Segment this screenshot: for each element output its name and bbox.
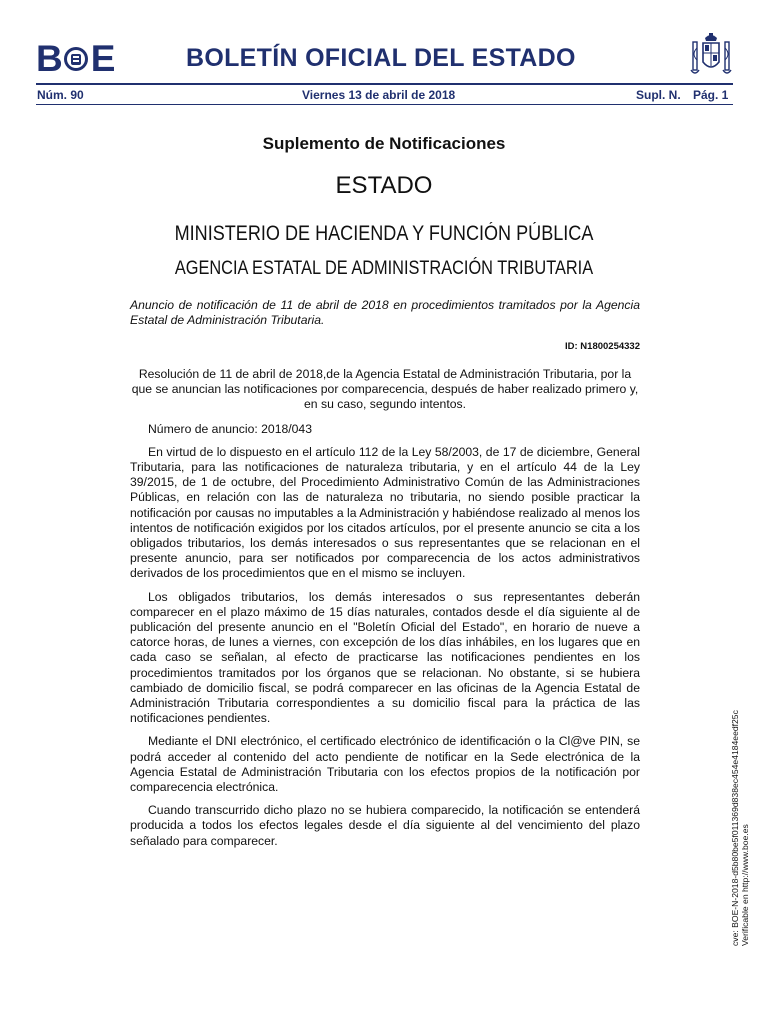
- announcement-number: Número de anuncio: 2018/043: [148, 421, 312, 436]
- body-paragraph: Mediante el DNI electrónico, el certificado electrónico de identificación o la Cl@ve PIN, se podrá acceder al contenido del acto pendiente de notificar en la Sede electrónica de la Agencia Estatal de Administración Tributaria con los efectos propios de la notificación por comparecencia electrónica.: [130, 734, 640, 795]
- ministry-title: MINISTERIO DE HACIENDA Y FUNCIÓN PÚBLICA: [174, 222, 594, 245]
- boe-logo: [36, 40, 113, 77]
- header-rule-bottom: [36, 104, 733, 105]
- coat-of-arms-icon: [688, 32, 734, 80]
- header-rule-top: [36, 83, 733, 85]
- page-number: Pág. 1: [693, 88, 729, 102]
- issue-number: Núm. 90: [37, 88, 84, 102]
- issue-date: Viernes 13 de abril de 2018: [302, 88, 456, 102]
- logo-letter-b: B: [36, 38, 61, 79]
- resolution-heading: Resolución de 11 de abril de 2018,de la Agencia Estatal de Administración Tributaria, por la que se anuncian las notificaciones por comparecencia, después de haber realizado primero y, en su caso, segundo intentos.: [131, 367, 639, 412]
- body-paragraph: Los obligados tributarios, los demás interesados o sus representantes deberán comparecer en el plazo máximo de 15 días naturales, contados desde el día siguiente al de publicación del presente anuncio en el "Boletín Oficial del Estado", en horario de nueve a catorce horas, de lunes a viernes, con excepción de los días inhábiles, en los lugares que en cada caso se señalan, al efecto de practicarse las notificaciones pendientes en los procedimientos tramitados por los órganos que se relacionan. No obstante, si se hubiera cambiado de domicilio fiscal, se podrá comparecer en las oficinas de la Agencia Estatal de Administración Tributaria correspondientes a su domicilio fiscal para la práctica de las notificaciones pendientes.: [130, 589, 640, 726]
- supplement-title: Suplemento de Notificaciones: [262, 134, 506, 153]
- agency-title: AGENCIA ESTATAL DE ADMINISTRACIÓN TRIBUTARIA: [174, 258, 594, 279]
- verification-url[interactable]: Verificable en http://www.boe.es: [740, 824, 750, 946]
- logo-seal-icon: [63, 46, 89, 72]
- cve-code: cve: BOE-N-2018-d5b80be5f011369d838ec454e4184eedf25c: [730, 710, 740, 946]
- page-title: BOLETÍN OFICIAL DEL ESTADO: [186, 44, 576, 72]
- supplement-code: Supl. N.: [636, 88, 681, 102]
- section-title: ESTADO: [335, 172, 433, 199]
- document-body: [130, 367, 640, 857]
- announcement-summary: Anuncio de notificación de 11 de abril de 2018 en procedimientos tramitados por la Agencia Estatal de Administración Tributaria.: [130, 298, 640, 327]
- document-id: ID: N1800254332: [565, 341, 640, 352]
- body-paragraph: Cuando transcurrido dicho plazo no se hubiera comparecido, la notificación se entenderá producida a todos los efectos legales desde el día siguiente al del vencimiento del plazo señalado para comparecer.: [130, 803, 640, 848]
- body-paragraph: En virtud de lo dispuesto en el artículo 112 de la Ley 58/2003, de 17 de diciembre, General Tributaria, para las notificaciones de naturaleza tributaria, y en el artículo 44 de la Ley 39/2015, de 1 de octubre, del Procedimiento Administrativo Común de las Administraciones Públicas, en relación con las de naturaleza no tributaria, no siendo posible practicar la notificación por causas no imputables a la Administración y habiéndose realizado al menos los intentos de notificación exigidos por los citados artículos, por el presente anuncio se cita a los obligados tributarios, los demás interesados o sus representantes que se relacionan en el presente anuncio, para ser notificados por comparecencia de los actos administrativos derivados de los procedimientos que en el mismo se incluyen.: [130, 444, 640, 581]
- verification-sidebar: [730, 686, 750, 946]
- logo-letter-e: E: [90, 38, 114, 79]
